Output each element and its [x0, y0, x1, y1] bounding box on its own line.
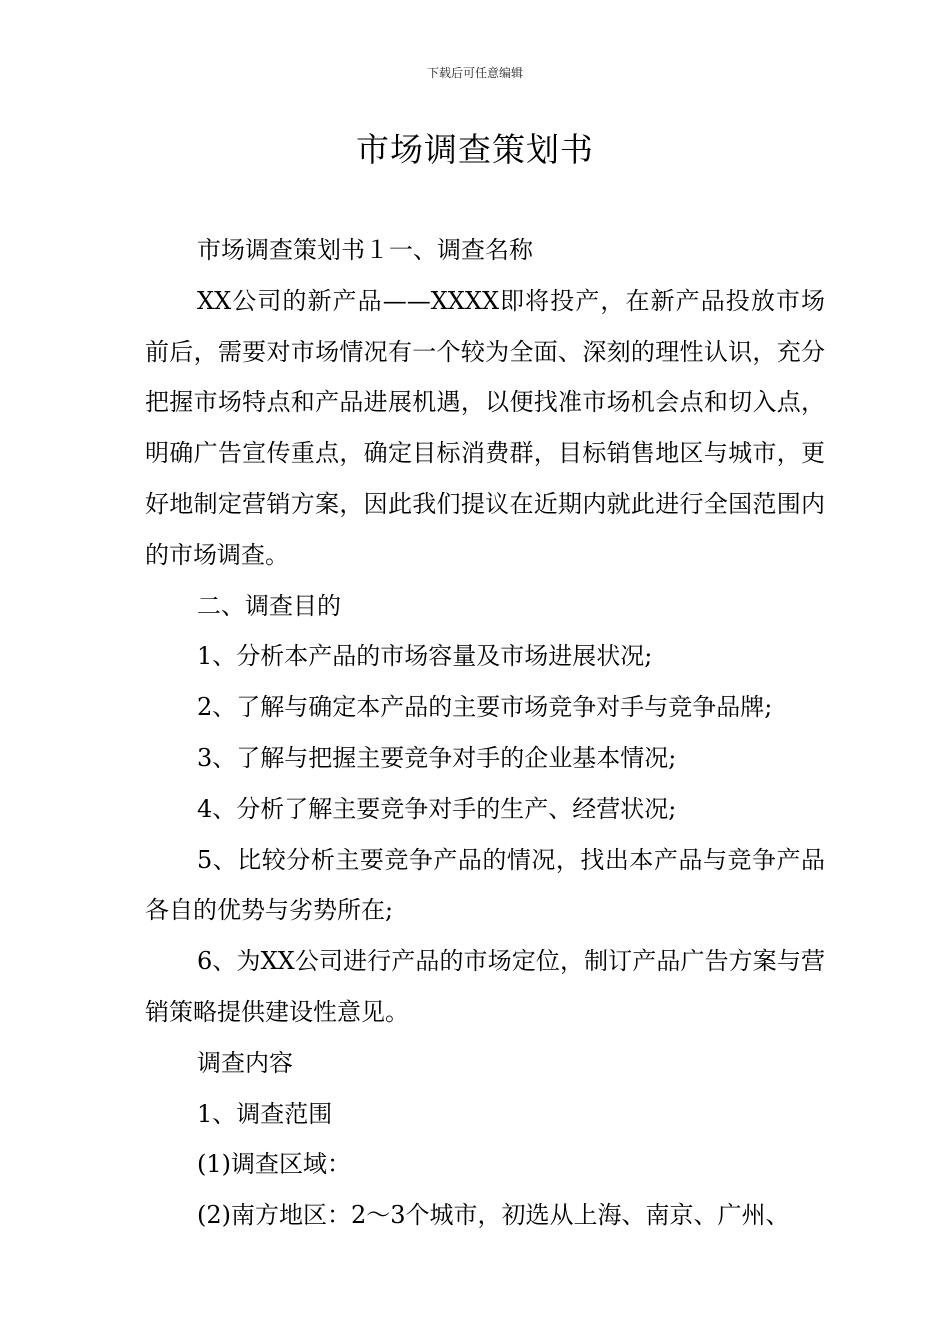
paragraph-south-region: (2)南方地区：2～3个城市，初选从上海、南京、广州、: [197, 1201, 790, 1230]
document-title: 市场调查策划书: [356, 130, 594, 169]
paragraph-purpose-5: 5、比较分析主要竞争产品的情况，找出本产品与竞争产品各自的优势与劣势所在;: [145, 845, 825, 925]
paragraph-region: (1)调查区域：: [197, 1150, 351, 1179]
paragraph-content-heading: 调查内容: [197, 1048, 293, 1077]
header-note: 下载后可任意编辑: [426, 66, 523, 80]
paragraph-purpose-3: 3、了解与把握主要竞争对手的企业基本情况;: [197, 743, 677, 772]
paragraph-background: XX公司的新产品——XXXX即将投产，在新产品投放市场前后，需要对市场情况有一个较为全面、深刻的理性认识，充分把握市场特点和产品进展机遇，以便找准市场机会点和切入点，明确广告宣传重点，确定目标消费群，目标销售地区与城市，更好地制定营销方案，因此我们提议在近期内就此进行全国范围内的市场调查。: [145, 286, 825, 569]
paragraph-purpose-heading: 二、调查目的: [197, 591, 341, 620]
paragraph-purpose-1: 1、分析本产品的市场容量及市场进展状况;: [197, 642, 653, 671]
paragraph-survey-name: 市场调查策划书１一、调查名称: [197, 236, 533, 264]
document-body: [145, 225, 825, 1241]
paragraph-purpose-6: 6、为XX公司进行产品的市场定位，制订产品广告方案与营销策略提供建设性意见。: [145, 947, 825, 1026]
paragraph-purpose-4: 4、分析了解主要竞争对手的生产、经营状况;: [197, 794, 677, 823]
paragraph-scope-heading: 1、调查范围: [197, 1099, 333, 1128]
paragraph-purpose-2: 2、了解与确定本产品的主要市场竞争对手与竞争品牌;: [197, 693, 773, 722]
